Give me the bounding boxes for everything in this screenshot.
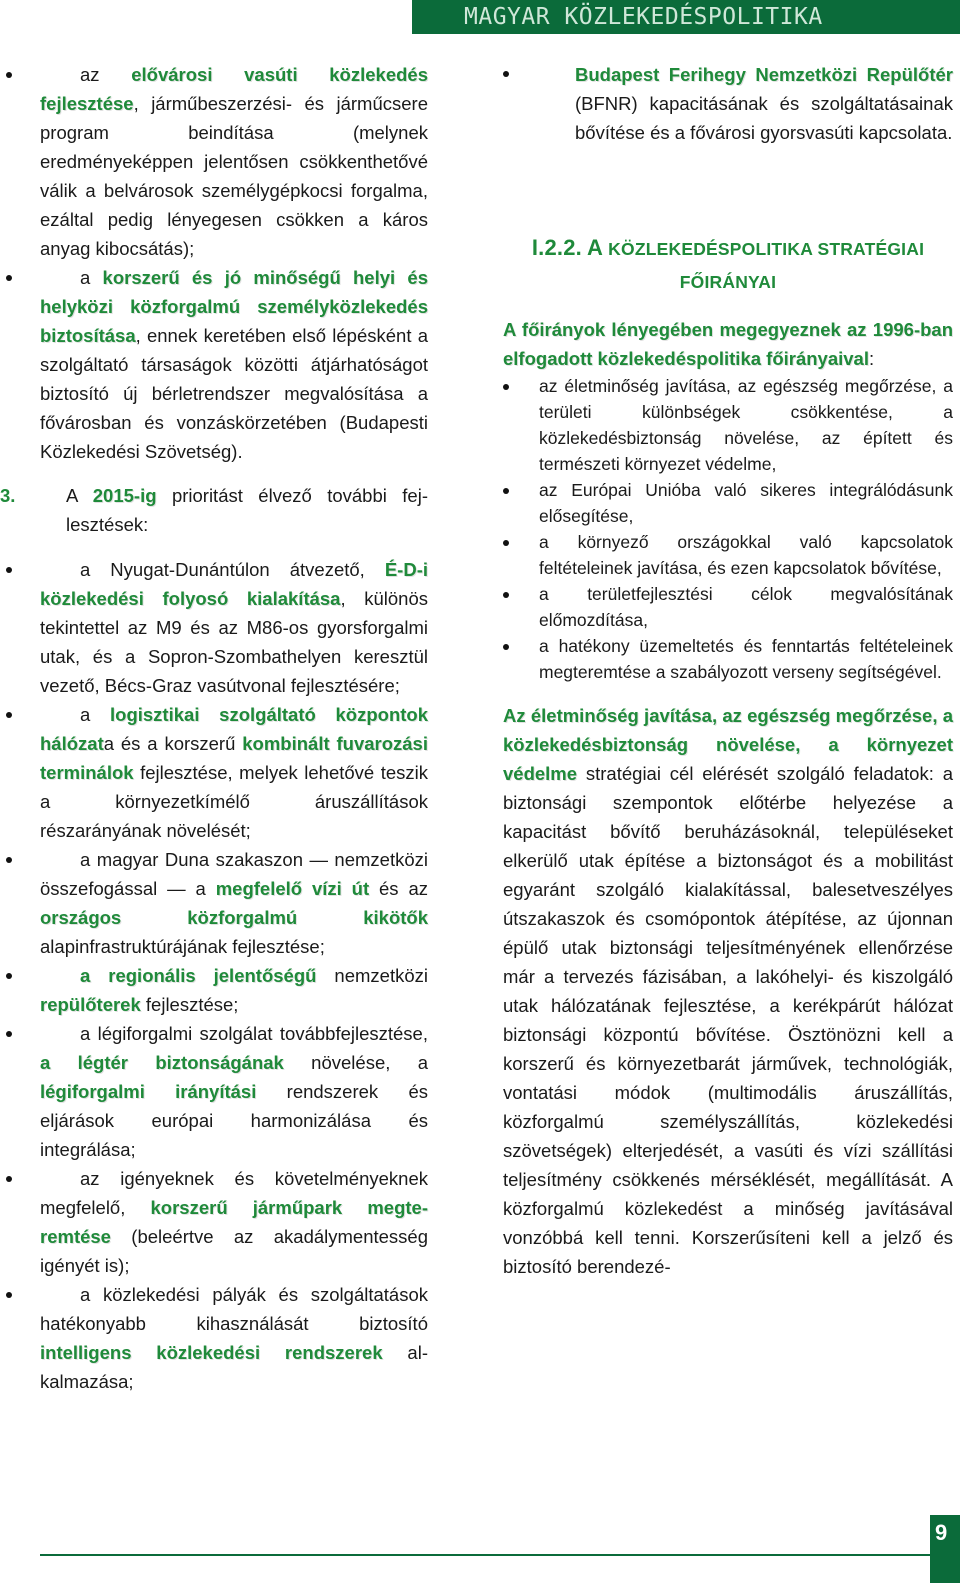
closing-text: stratégiai cél elérését szolgáló feladatok: a biztonsági szempontok előtérbe helyezése a kapacitást bővítő beruházásoknál, településeket elkerülő utak építése a biztonságot és a mobilitást egyaránt szolgáló kialakítással, balesetveszélyes útszakaszok és csomópontok átépítése, az újonnan épülő utak biztonsági teljesítményének ellenőrzése már a tervezés fázisában, a lakóhelyi- és kiszolgáló utak hálózatának fejlesztése, a kerékpárút hálózat biztonsági központú bővítése. Ösztönözni kell a korszerű és környezetbarát járművek, technológiák, vontatási módok (multimodális áruszállítás, közforgalmú személyszállítás, közlekedési szövetségek) elterjedését, a vasúti és vízi szállítási teljesítmény csökkenés mérséklését, megállítását. A közforgalmú közlekedést a minőség javításával vonzóbbá kell tenni. Korszerűsíteni kell a jelző és biztosító berendezé- bbox=[503, 763, 953, 1277]
bullet-icon bbox=[6, 72, 12, 78]
section-heading bbox=[503, 233, 953, 297]
list-item bbox=[40, 60, 428, 263]
left-column bbox=[0, 60, 429, 1396]
paragraph-text: A bbox=[66, 485, 93, 506]
intro-paragraph bbox=[503, 315, 953, 373]
item-text: a közlekedési pályák és szolgáltatások hatékonyabb kihasználását biztosító bbox=[40, 1284, 428, 1334]
item-text: a magyar Duna szakaszon — nemzetközi összefogással — a bbox=[40, 849, 428, 899]
right-column bbox=[503, 60, 953, 1281]
item-text: az életminőség javítása, az egészség megőrzése, a területi különbségek csökkentése, a közlekedésbiztonság növelése, az épített és természeti környezet védelme, bbox=[539, 376, 953, 474]
item-text: fejlesztése, melyek lehetővé teszik a környezetkímélő áruszállítások részarányának növelését; bbox=[40, 762, 428, 841]
intro-highlight: A főirányok lényegében megegyeznek az 1996-ban elfogadott közlekedéspolitika főirányaival bbox=[503, 319, 953, 369]
item-text: alkalmazása; bbox=[40, 1342, 429, 1392]
bullet-icon bbox=[6, 275, 12, 281]
item-text: a területfejlesztési célok megvalósítának előmozdítása, bbox=[539, 584, 953, 630]
item-text: az Európai Unióba való sikeres integrálódásunk elősegítése, bbox=[539, 480, 953, 526]
list-item bbox=[40, 1280, 428, 1396]
item-text: és az bbox=[369, 878, 428, 899]
paragraph-number: 3. bbox=[0, 485, 16, 506]
bullet-icon bbox=[503, 488, 509, 494]
bullet-list-right-top bbox=[503, 60, 953, 147]
goals-list bbox=[503, 373, 953, 685]
item-text: rendszerek és eljárások európai harmonizálása és integrálása; bbox=[40, 1081, 428, 1160]
footer-divider bbox=[40, 1554, 930, 1556]
item-text: fejlesztése; bbox=[140, 994, 239, 1015]
page-number: 9 bbox=[935, 1520, 948, 1545]
item-text: , különös tekintettel az M9 és az M86-os gyorsforgalmi utak, és a Sopron-Szombathelyen keresztül vezető, Bécs-Graz vasútvonal fejlesztésére; bbox=[40, 588, 429, 696]
numbered-paragraph-3 bbox=[0, 481, 428, 539]
closing-highlight: Az életminőség javítása, az egészség megőrzése, a közlekedésbiztonság növelése, a környezet védelme bbox=[503, 705, 953, 784]
list-item bbox=[40, 1019, 428, 1164]
list-item bbox=[503, 373, 953, 477]
item-highlight: országos közforgalmú kikötők bbox=[40, 907, 428, 928]
bullet-list-top bbox=[40, 60, 428, 466]
item-highlight: a légtér biztonságának bbox=[40, 1052, 284, 1073]
page-number-box bbox=[930, 1515, 960, 1583]
item-text: a és a korszerű bbox=[103, 733, 243, 754]
item-highlight: Budapest Ferihegy Nemzetközi Repülőtér bbox=[575, 64, 953, 85]
list-item bbox=[40, 700, 428, 845]
list-item bbox=[503, 581, 953, 633]
item-highlight: megfelelő vízi út bbox=[215, 878, 370, 899]
item-text: , járműbeszerzési- és járműcsere program beindítása (melynek eredményeképpen jelentősen csökkenthetővé válik a belvárosok személygépkocsi forgalma, ezáltal pedig lényegesen csökken a káros anyag kibocsátás); bbox=[40, 93, 428, 259]
item-text: a légiforgalmi szolgálat továbbfejlesztése, bbox=[80, 1023, 428, 1044]
item-text: , ennek keretében első lépésként a szolgáltató társaságok közötti átjárhatóságot biztosító új bérletrendszer megvalósítása a fővárosban és vonzáskörzetében (Budapesti Közlekedési Szövetség). bbox=[40, 325, 428, 462]
intro-text: : bbox=[869, 348, 875, 369]
item-highlight: intelligens közlekedési rendszerek bbox=[40, 1342, 383, 1363]
bullet-icon bbox=[503, 71, 509, 77]
item-highlight: korszerű és jó minőségű helyi és helyközi közforgalmú személyközlekedés biztosítása bbox=[40, 267, 428, 346]
bullet-icon bbox=[6, 567, 12, 573]
item-highlight: logisztikai szolgáltató központok hálózat bbox=[40, 704, 428, 754]
list-item bbox=[40, 263, 428, 466]
item-highlight: korszerű járműpark megteremtése bbox=[40, 1197, 429, 1247]
item-text: a Nyugat-Dunántúlon átvezető, bbox=[80, 559, 385, 580]
item-text: (BFNR) kapacitásának és szolgáltatásainak bővítése és a fővárosi gyorsvasúti kapcsolata. bbox=[575, 93, 953, 143]
list-item bbox=[503, 633, 953, 685]
bullet-icon bbox=[503, 540, 509, 546]
bullet-icon bbox=[503, 592, 509, 598]
bullet-icon bbox=[6, 1176, 12, 1182]
item-text: az bbox=[80, 64, 132, 85]
item-text: növelése, a bbox=[283, 1052, 428, 1073]
list-item bbox=[503, 60, 953, 147]
running-header-title: MAGYAR KÖZLEKEDÉSPOLITIKA bbox=[464, 4, 823, 30]
item-text: alapinfrastruktúrájának fejlesztése; bbox=[40, 936, 325, 957]
bullet-icon bbox=[6, 973, 12, 979]
item-highlight: repülőterek bbox=[40, 994, 141, 1015]
bullet-icon bbox=[6, 1292, 12, 1298]
bullet-icon bbox=[6, 857, 12, 863]
item-text: a bbox=[80, 704, 111, 725]
list-item bbox=[40, 845, 428, 961]
list-item bbox=[40, 555, 428, 700]
bullet-icon bbox=[6, 1031, 12, 1037]
header-bar bbox=[412, 0, 960, 34]
item-text: nemzetközi bbox=[316, 965, 428, 986]
list-item bbox=[40, 961, 428, 1019]
bullet-icon bbox=[503, 644, 509, 650]
item-highlight: É-D-i közlekedési folyosó kialakítása bbox=[40, 559, 428, 609]
list-item bbox=[503, 477, 953, 529]
bullet-icon bbox=[6, 712, 12, 718]
list-item bbox=[40, 1164, 428, 1280]
bullet-list-2015 bbox=[40, 555, 428, 1396]
item-text: a környező országokkal való kapcsolatok feltételeinek javítása, és ezen kapcsolatok bővítése, bbox=[539, 532, 953, 578]
item-highlight: a regionális jelentőségű bbox=[80, 965, 317, 986]
paragraph-highlight: 2015-ig bbox=[92, 485, 157, 506]
item-text: (beleértve az akadálymentesség igényét is); bbox=[40, 1226, 428, 1276]
section-number: I.2.2. bbox=[531, 235, 582, 260]
bullet-icon bbox=[503, 384, 509, 390]
item-text: a hatékony üzemeltetés és fenntartás feltételeinek megteremtése a szabályozott verseny segítségével. bbox=[539, 636, 953, 682]
paragraph-text: prioritást élvező további fejlesztések: bbox=[66, 485, 428, 535]
item-text: a bbox=[80, 267, 103, 288]
item-highlight: kombinált fuvarozási terminálok bbox=[40, 733, 428, 783]
section-title: KÖZLEKEDÉSPOLITIKA STRATÉGIAI bbox=[603, 239, 925, 259]
list-item bbox=[503, 529, 953, 581]
closing-paragraph bbox=[503, 701, 953, 1281]
section-title-line2: FŐIRÁNYAI bbox=[679, 272, 777, 292]
item-highlight: légiforgalmi irányítási bbox=[40, 1081, 257, 1102]
section-title-initial: A bbox=[587, 235, 604, 260]
item-highlight: elővárosi vasúti közlekedés fejlesztése bbox=[40, 64, 428, 114]
item-text: az igényeknek és követelményeknek megfelelő, bbox=[40, 1168, 428, 1218]
